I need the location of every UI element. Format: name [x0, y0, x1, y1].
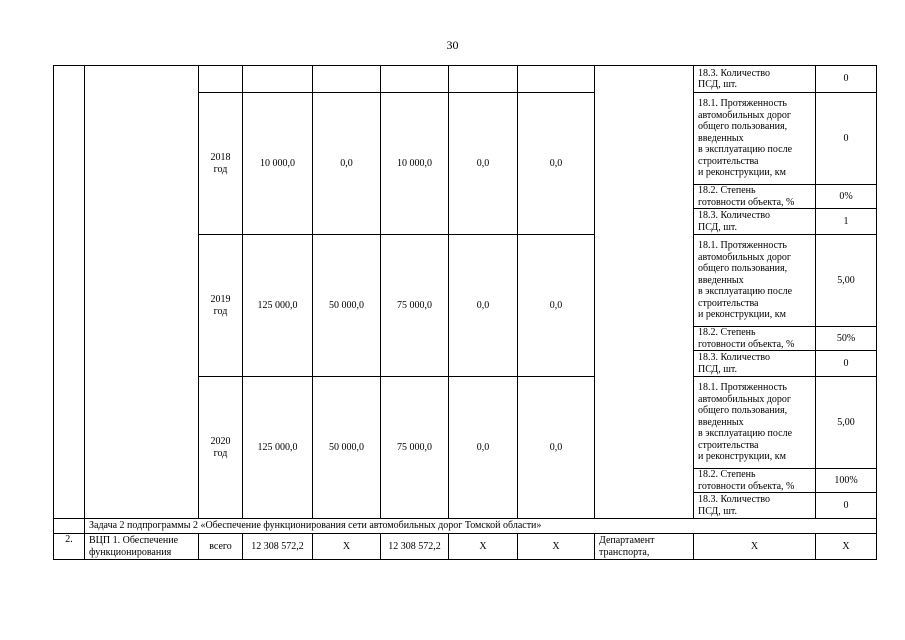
indicator-name-cell: 18.3. Количество ПСД, шт.	[694, 493, 816, 519]
extrabudget-cell	[518, 66, 595, 93]
table-body	[54, 66, 877, 560]
extrabudget-cell: 0,0	[518, 235, 595, 377]
total-cell: 10 000,0	[243, 93, 313, 235]
federal-budget-cell	[313, 66, 381, 93]
indicator-value-cell: Х	[816, 534, 877, 560]
indicator-value-cell: 0%	[816, 185, 877, 209]
total-cell	[243, 66, 313, 93]
regional-budget-cell	[381, 66, 449, 93]
indicator-name-cell: Х	[694, 534, 816, 560]
indicator-name-cell: 18.2. Степень готовности объекта, %	[694, 469, 816, 493]
row-number: 2.	[54, 534, 85, 560]
federal-budget-cell: Х	[313, 534, 381, 560]
indicator-value-cell: 50%	[816, 327, 877, 351]
extrabudget-cell: 0,0	[518, 93, 595, 235]
federal-budget-cell: 0,0	[313, 93, 381, 235]
local-budget-cell: 0,0	[449, 235, 518, 377]
indicator-name-cell: 18.3. Количество ПСД, шт.	[694, 209, 816, 235]
indicator-value-cell: 0	[816, 66, 877, 93]
total-cell: 125 000,0	[243, 377, 313, 519]
indicator-value-cell: 100%	[816, 469, 877, 493]
table-row	[54, 534, 877, 560]
local-budget-cell: 0,0	[449, 93, 518, 235]
row-number-cell	[54, 66, 85, 519]
year-cell	[199, 66, 243, 93]
page-number: 30	[446, 38, 459, 52]
regional-budget-cell: 75 000,0	[381, 377, 449, 519]
activity-name: ВЦП 1. Обеспечение функционирования	[85, 534, 199, 560]
indicator-name-cell: 18.1. Протяженность автомобильных дорог общего пользования, введенных в эксплуатацию после строительства и реконструкции, км	[694, 93, 816, 185]
year-cell: 2018 год	[199, 93, 243, 235]
indicator-value-cell: 5,00	[816, 377, 877, 469]
indicator-name-cell: 18.2. Степень готовности объекта, %	[694, 185, 816, 209]
indicator-value-cell: 0	[816, 351, 877, 377]
task-row	[54, 519, 877, 534]
indicator-value-cell: 1	[816, 209, 877, 235]
indicator-name-cell: 18.1. Протяженность автомобильных дорог общего пользования, введенных в эксплуатацию после строительства и реконструкции, км	[694, 377, 816, 469]
extrabudget-cell: 0,0	[518, 377, 595, 519]
period-cell: всего	[199, 534, 243, 560]
regional-budget-cell: 75 000,0	[381, 235, 449, 377]
executor-cell	[595, 66, 694, 519]
local-budget-cell: 0,0	[449, 377, 518, 519]
task-number-cell	[54, 519, 85, 534]
indicator-value-cell: 0	[816, 493, 877, 519]
total-cell: 12 308 572,2	[243, 534, 313, 560]
indicator-value-cell: 5,00	[816, 235, 877, 327]
table-row	[54, 66, 877, 93]
activity-name-cell	[85, 66, 199, 519]
task-title: Задача 2 подпрограммы 2 «Обеспечение функционирования сети автомобильных дорог Томской области»	[85, 519, 877, 534]
year-cell: 2020 год	[199, 377, 243, 519]
indicator-name-cell: 18.3. Количество ПСД, шт.	[694, 351, 816, 377]
extrabudget-cell: Х	[518, 534, 595, 560]
federal-budget-cell: 50 000,0	[313, 235, 381, 377]
federal-budget-cell: 50 000,0	[313, 377, 381, 519]
program-table	[53, 65, 877, 560]
year-cell: 2019 год	[199, 235, 243, 377]
total-cell: 125 000,0	[243, 235, 313, 377]
regional-budget-cell: 10 000,0	[381, 93, 449, 235]
executor-cell: Департамент транспорта,	[595, 534, 694, 560]
indicator-name-cell: 18.1. Протяженность автомобильных дорог общего пользования, введенных в эксплуатацию после строительства и реконструкции, км	[694, 235, 816, 327]
indicator-value-cell: 0	[816, 93, 877, 185]
indicator-name-cell: 18.2. Степень готовности объекта, %	[694, 327, 816, 351]
regional-budget-cell: 12 308 572,2	[381, 534, 449, 560]
indicator-name-cell: 18.3. Количество ПСД, шт.	[694, 66, 816, 93]
local-budget-cell: Х	[449, 534, 518, 560]
local-budget-cell	[449, 66, 518, 93]
